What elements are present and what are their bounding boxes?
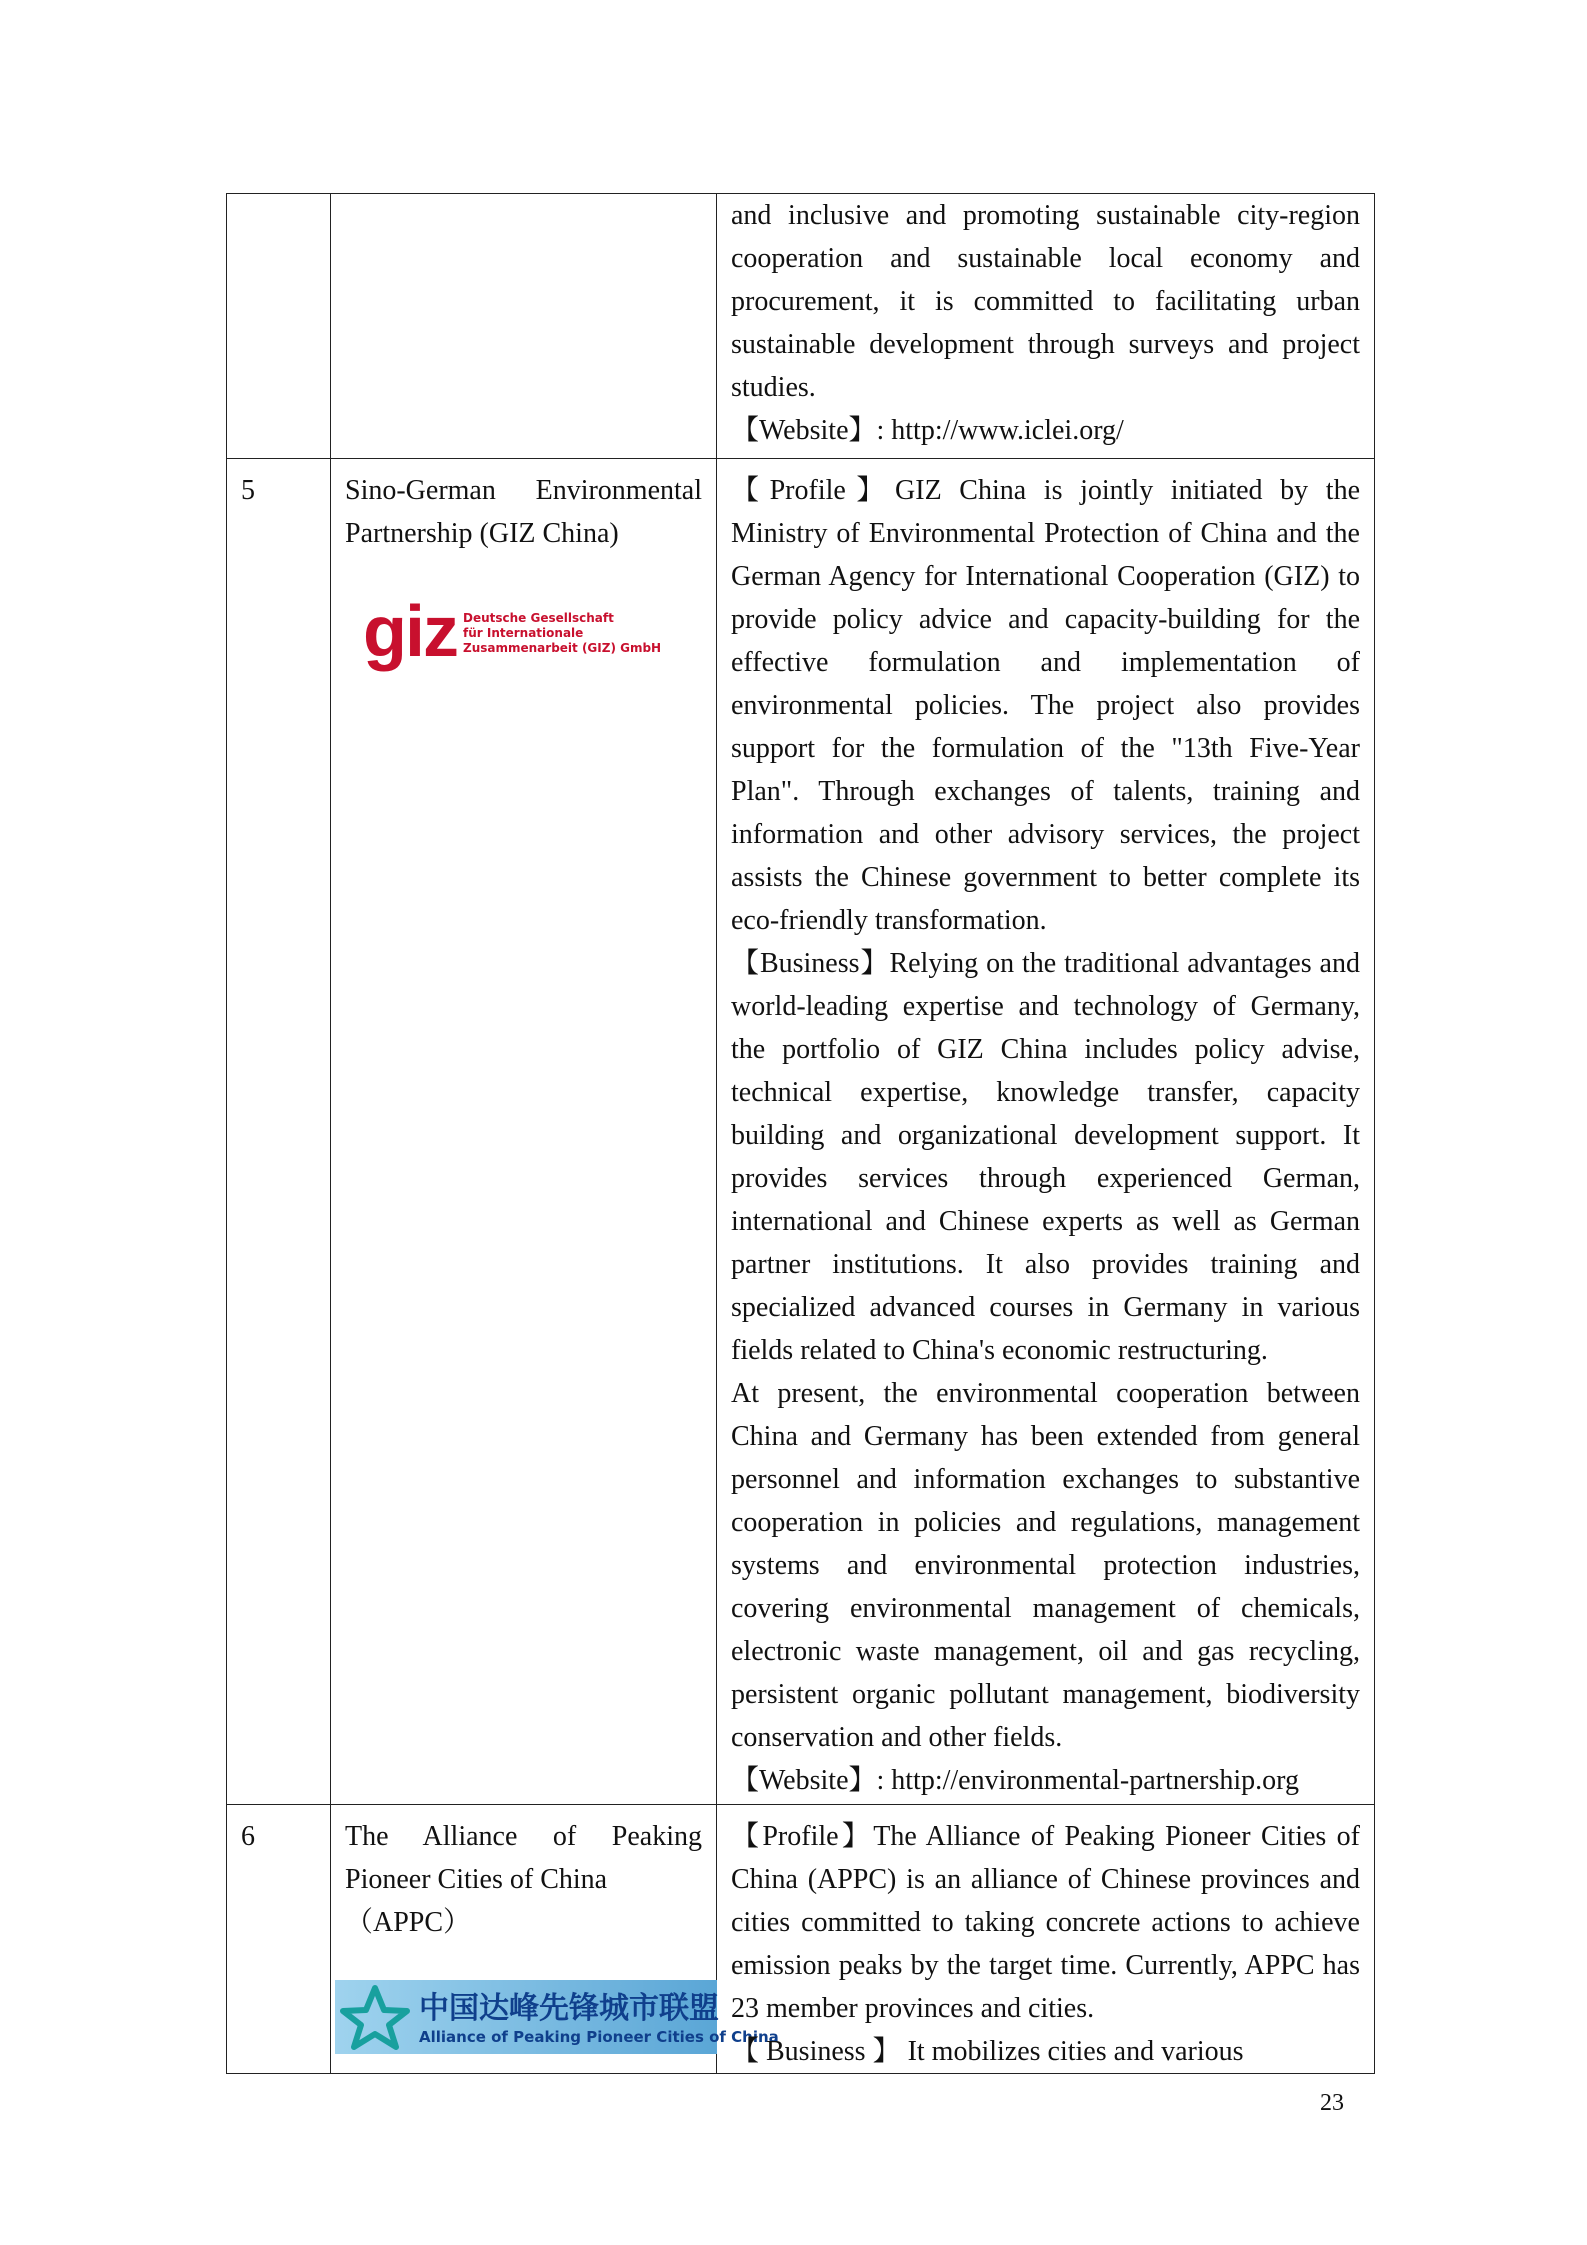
website-link[interactable]: 【Website】: http://environmental-partnership.org [731,1765,1299,1796]
page-number: 23 [1320,2090,1344,2116]
appc-logo-cn: 中国达峰先锋城市联盟 [419,1991,719,2026]
row-number: 6 [227,1805,331,2074]
table-row [227,194,1375,459]
organization-cell [331,459,717,1805]
organization-cell [331,1805,779,2074]
description-cell [717,459,1375,1805]
business-paragraph: 【Business】Relying on the traditional advantages and world-leading expertise and technology of Germany, the portfolio of GIZ China includes policy advise, technical expertise, knowledge transfer, capacity building and organizational development support. It provides services through experienced German, international and Chinese experts as well as German partner institutions. It also provides training and specialized advanced courses in Germany in various fields related to China's economic restructuring. [731,948,1360,1366]
organization-name [331,194,717,459]
giz-logo-line: für Internationale [463,626,584,640]
giz-logo-line: Zusammenarbeit (GIZ) GmbH [463,641,662,655]
description-paragraph: At present, the environmental cooperation between China and Germany has been extended from general personnel and information exchanges to substantive cooperation in policies and regulations, management systems and environmental protection industries, covering environmental management of chemicals, electronic waste management, oil and gas recycling, persistent organic pollutant management, biodiversity conservation and other fields. [731,1378,1360,1753]
giz-logo [363,592,663,678]
organization-name: The Alliance of Peaking Pioneer Cities of China [345,1821,702,1895]
table-row [227,459,1375,1805]
description-paragraph: and inclusive and promoting sustainable city-region cooperation and sustainable local economy and procurement, it is committed to facilitating urban sustainable development through surveys and project studies. [731,200,1360,403]
business-paragraph: 【 Business 】 It mobilizes cities and various [731,2036,1244,2067]
giz-logo-line: Deutsche Gesellschaft [463,611,614,625]
website-link[interactable]: 【Website】: http://www.iclei.org/ [731,415,1124,446]
appc-logo [335,1980,779,2054]
organization-abbreviation: （APPC） [345,1907,472,1938]
description-cell [717,1805,1375,2074]
profile-paragraph: 【Profile】GIZ China is jointly initiated by the Ministry of Environmental Protection of China and the German Agency for International Cooperation (GIZ) to provide policy advice and capacity-building for the effective formulation and implementation of environmental policies. The project also provides support for the formulation of the "13th Five-Year Plan". Through exchanges of talents, training and information and other advisory services, the project assists the Chinese government to better complete its eco-friendly transformation. [731,475,1360,936]
description-cell [717,194,1375,459]
table-row [227,1805,1375,2074]
row-number [227,194,331,459]
giz-logo-mark: giz [363,592,457,672]
organization-table [226,193,1375,2074]
organization-name: Sino-German Environmental Partnership (GIZ China) [345,475,702,549]
appc-logo-en: Alliance of Peaking Pioneer Cities of China [419,2028,779,2046]
row-number: 5 [227,459,331,1805]
profile-paragraph: 【Profile】The Alliance of Peaking Pioneer Cities of China (APPC) is an alliance of Chinese provinces and cities committed to taking concrete actions to achieve emission peaks by the target time. Currently, APPC has 23 member provinces and cities. [731,1821,1360,2024]
